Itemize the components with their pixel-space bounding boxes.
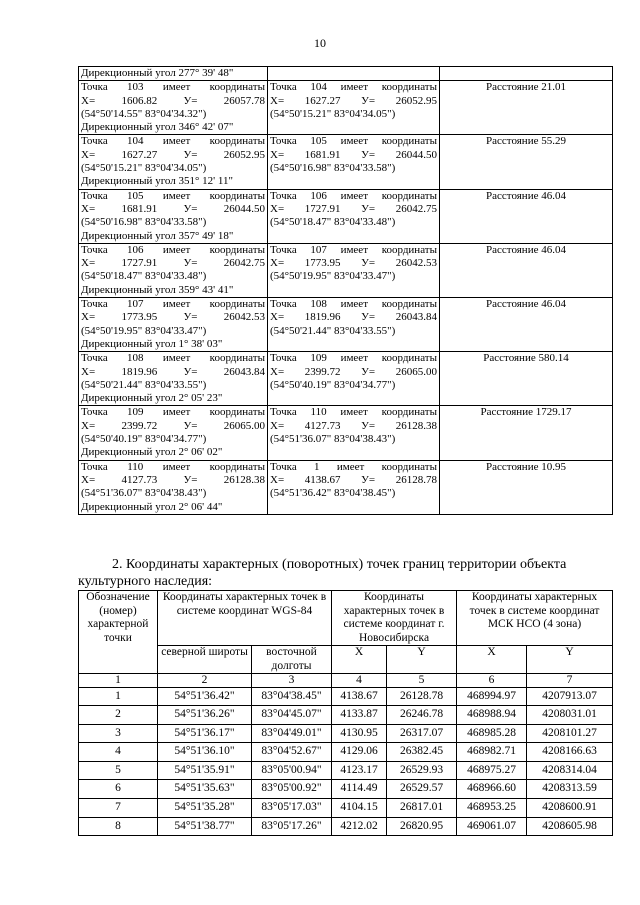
table-cell: 468966.60 xyxy=(457,780,527,799)
subheader-x-msk: X xyxy=(457,646,527,674)
point-title: Точка 103 имеет координаты xyxy=(81,81,265,94)
table-cell: 468982.71 xyxy=(457,743,527,762)
table-cell: 54°51'36.42" xyxy=(158,687,252,706)
point-geo: (54°50'21.44" 83°04'33.55") xyxy=(81,378,207,391)
table-row xyxy=(79,687,613,706)
table-row xyxy=(79,743,613,762)
section-heading-line1: 2. Координаты характерных (поворотных) точек границ территории объекта xyxy=(112,557,567,572)
table-cell: 4129.06 xyxy=(332,743,387,762)
distance-text: Расстояние 46.04 xyxy=(486,243,566,256)
table-cell: 26317.07 xyxy=(387,724,457,743)
table-cell: 469061.07 xyxy=(457,817,527,836)
traverse-cell-from xyxy=(79,243,268,297)
column-number: 5 xyxy=(387,674,457,688)
traverse-cell xyxy=(440,67,613,81)
table-cell: 4104.15 xyxy=(332,799,387,818)
column-number: 7 xyxy=(527,674,613,688)
distance-text: Расстояние 1729.17 xyxy=(480,406,572,419)
distance-text: Расстояние 46.04 xyxy=(486,298,566,311)
table-cell: 4208600.91 xyxy=(527,799,613,818)
point-xy: Х= 2399.72 У= 26065.00 xyxy=(81,419,265,432)
bearing-text: Дирекционный угол 357° 49' 18" xyxy=(81,229,234,242)
subheader-longitude: восточной долготы xyxy=(252,646,332,674)
point-title: Точка 105 имеет координаты xyxy=(270,135,437,148)
table-cell: 83°05'00.92" xyxy=(252,780,332,799)
bearing-text: Дирекционный угол 351° 12' 11" xyxy=(81,175,233,188)
traverse-table xyxy=(78,66,613,515)
point-xy: Х= 4127.73 У= 26128.38 xyxy=(81,473,265,486)
table-cell: 83°04'45.07" xyxy=(252,706,332,725)
point-xy: Х= 1681.91 У= 26044.50 xyxy=(270,148,437,161)
point-title: Точка 110 имеет координаты xyxy=(81,460,265,473)
table-cell: 83°05'17.26" xyxy=(252,817,332,836)
point-geo: (54°50'18.47" 83°04'33.48") xyxy=(81,270,207,283)
point-title: Точка 108 имеет координаты xyxy=(270,298,437,311)
coordinates-table xyxy=(78,590,613,836)
traverse-row xyxy=(79,460,613,514)
table-cell: 4208101.27 xyxy=(527,724,613,743)
traverse-row xyxy=(79,81,613,135)
column-number: 2 xyxy=(158,674,252,688)
column-number: 3 xyxy=(252,674,332,688)
bearing-text: Дирекционный угол 1° 38' 03" xyxy=(81,337,223,350)
distance-text: Расстояние 580.14 xyxy=(483,352,569,365)
bearing-text: Дирекционный угол 346° 42' 07" xyxy=(81,121,234,134)
table-cell: 468953.25 xyxy=(457,799,527,818)
distance-text: Расстояние 21.01 xyxy=(486,81,566,94)
point-xy: Х= 4127.73 У= 26128.38 xyxy=(270,419,437,432)
traverse-row xyxy=(79,298,613,352)
traverse-cell-distance xyxy=(440,298,613,352)
table-cell: 4114.49 xyxy=(332,780,387,799)
page-number: 10 xyxy=(314,36,326,50)
traverse-cell-from xyxy=(79,460,268,514)
traverse-cell-to xyxy=(268,352,440,406)
table-cell: 468994.97 xyxy=(457,687,527,706)
point-geo: (54°50'15.21" 83°04'34.05") xyxy=(81,162,207,175)
point-title: Точка 106 имеет координаты xyxy=(270,189,437,202)
point-xy: Х= 4138.67 У= 26128.78 xyxy=(270,473,437,486)
table-cell: 54°51'35.63" xyxy=(158,780,252,799)
table-cell: 5 xyxy=(79,761,158,780)
point-title: Точка 109 имеет координаты xyxy=(81,406,265,419)
point-geo: (54°50'19.95" 83°04'33.47") xyxy=(81,324,207,337)
table-cell: 8 xyxy=(79,817,158,836)
point-geo: (54°50'21.44" 83°04'33.55") xyxy=(270,324,396,337)
point-xy: Х= 1606.82 У= 26057.78 xyxy=(81,94,265,107)
point-geo: (54°51'36.42" 83°04'38.45") xyxy=(270,487,396,500)
table-row xyxy=(79,817,613,836)
table-cell: 4208313.59 xyxy=(527,780,613,799)
point-title: Точка 107 имеет координаты xyxy=(270,243,437,256)
point-title: Точка 110 имеет координаты xyxy=(270,406,437,419)
point-xy: Х= 1773.95 У= 26042.53 xyxy=(270,257,437,270)
point-title: Точка 108 имеет координаты xyxy=(81,352,265,365)
table-cell: 6 xyxy=(79,780,158,799)
table-cell: 26529.57 xyxy=(387,780,457,799)
point-geo: (54°50'15.21" 83°04'34.05") xyxy=(270,107,396,120)
column-number: 4 xyxy=(332,674,387,688)
table-cell: 2 xyxy=(79,706,158,725)
point-geo: (54°50'19.95" 83°04'33.47") xyxy=(270,270,396,283)
column-number-row xyxy=(79,674,613,688)
table-cell: 4138.67 xyxy=(332,687,387,706)
traverse-cell-distance xyxy=(440,243,613,297)
bearing-text: Дирекционный угол 2° 05' 23" xyxy=(81,392,223,405)
table-row xyxy=(79,761,613,780)
table-cell: 4208314.04 xyxy=(527,761,613,780)
traverse-cell-from xyxy=(79,298,268,352)
header-row xyxy=(79,591,613,646)
table-row xyxy=(79,799,613,818)
point-geo: (54°50'40.19" 83°04'34.77") xyxy=(81,433,207,446)
table-row xyxy=(79,724,613,743)
table-cell: 4207913.07 xyxy=(527,687,613,706)
traverse-row xyxy=(79,189,613,243)
table-cell: 4208031.01 xyxy=(527,706,613,725)
header-msk-nso: Координаты характерных точек в системе координат МСК НСО (4 зона) xyxy=(457,591,613,646)
traverse-cell-to xyxy=(268,81,440,135)
point-title: Точка 109 имеет координаты xyxy=(270,352,437,365)
point-title: Точка 105 имеет координаты xyxy=(81,189,265,202)
table-cell: 26820.95 xyxy=(387,817,457,836)
point-xy: Х= 1773.95 У= 26042.53 xyxy=(81,311,265,324)
point-xy: Х= 1819.96 У= 26043.84 xyxy=(81,365,265,378)
table-cell: 468985.28 xyxy=(457,724,527,743)
traverse-row xyxy=(79,406,613,460)
point-xy: Х= 1819.96 У= 26043.84 xyxy=(270,311,437,324)
header-novosibirsk-system: Координаты характерных точек в системе координат г. Новосибирска xyxy=(332,591,457,646)
point-geo: (54°51'36.07" 83°04'38.43") xyxy=(81,487,207,500)
table-cell: 54°51'35.28" xyxy=(158,799,252,818)
point-geo: (54°50'18.47" 83°04'33.48") xyxy=(270,216,396,229)
table-cell: 1 xyxy=(79,687,158,706)
table-cell: 83°04'38.45" xyxy=(252,687,332,706)
point-title: Точка 104 имеет координаты xyxy=(81,135,265,148)
traverse-table-body xyxy=(79,67,613,515)
point-xy: Х= 1627.27 У= 26052.95 xyxy=(81,148,265,161)
point-title: Точка 104 имеет координаты xyxy=(270,81,437,94)
table-cell: 3 xyxy=(79,724,158,743)
traverse-row xyxy=(79,135,613,189)
traverse-cell-to xyxy=(268,406,440,460)
header-wgs84: Координаты характерных точек в системе координат WGS-84 xyxy=(158,591,332,646)
table-cell: 83°05'17.03" xyxy=(252,799,332,818)
subheader-x-local: X xyxy=(332,646,387,674)
header-point-number: Обозначение (номер) характерной точки xyxy=(79,591,158,674)
table-cell: 83°04'49.01" xyxy=(252,724,332,743)
table-cell: 54°51'36.17" xyxy=(158,724,252,743)
point-xy: Х= 2399.72 У= 26065.00 xyxy=(270,365,437,378)
traverse-cell-to xyxy=(268,189,440,243)
traverse-row xyxy=(79,243,613,297)
table-cell: 4 xyxy=(79,743,158,762)
traverse-cell-distance xyxy=(440,406,613,460)
table-cell: 7 xyxy=(79,799,158,818)
traverse-cell-distance xyxy=(440,352,613,406)
traverse-cell-distance xyxy=(440,81,613,135)
table-cell: 26817.01 xyxy=(387,799,457,818)
table-cell: 26529.93 xyxy=(387,761,457,780)
table-cell: 26382.45 xyxy=(387,743,457,762)
distance-text: Расстояние 55.29 xyxy=(486,135,566,148)
table-cell: 54°51'38.77" xyxy=(158,817,252,836)
bearing-text: Дирекционный угол 2° 06' 44" xyxy=(81,500,223,513)
point-title: Точка 107 имеет координаты xyxy=(81,298,265,311)
point-title: Точка 106 имеет координаты xyxy=(81,243,265,256)
table-cell: 54°51'36.10" xyxy=(158,743,252,762)
traverse-cell-to xyxy=(268,243,440,297)
point-geo: (54°51'36.07" 83°04'38.43") xyxy=(270,433,396,446)
traverse-cell-from xyxy=(79,135,268,189)
table-cell: 468988.94 xyxy=(457,706,527,725)
traverse-cell-from xyxy=(79,406,268,460)
distance-text: Расстояние 46.04 xyxy=(486,189,566,202)
point-geo: (54°50'16.98" 83°04'33.58") xyxy=(270,162,396,175)
traverse-cell-from xyxy=(79,352,268,406)
coordinates-table-body xyxy=(79,591,613,836)
point-xy: Х= 1681.91 У= 26044.50 xyxy=(81,202,265,215)
table-cell: 4212.02 xyxy=(332,817,387,836)
table-cell: 4133.87 xyxy=(332,706,387,725)
traverse-cell-distance xyxy=(440,189,613,243)
subheader-y-local: Y xyxy=(387,646,457,674)
table-cell: 4123.17 xyxy=(332,761,387,780)
subheader-row xyxy=(79,646,613,674)
traverse-cell-to xyxy=(268,135,440,189)
column-number: 1 xyxy=(79,674,158,688)
section-heading-line2: культурного наследия: xyxy=(78,574,213,589)
traverse-partial-row xyxy=(79,67,613,81)
bearing-text: Дирекционный угол 277° 39' 48" xyxy=(81,67,234,79)
traverse-cell-to xyxy=(268,298,440,352)
bearing-text: Дирекционный угол 2° 06' 02" xyxy=(81,446,223,459)
traverse-cell-distance xyxy=(440,460,613,514)
bearing-text: Дирекционный угол 359° 43' 41" xyxy=(81,283,234,296)
table-cell: 4208605.98 xyxy=(527,817,613,836)
table-cell: 83°04'52.67" xyxy=(252,743,332,762)
subheader-y-msk: Y xyxy=(527,646,613,674)
traverse-cell xyxy=(268,67,440,81)
table-cell: 468975.27 xyxy=(457,761,527,780)
point-xy: Х= 1727.91 У= 26042.75 xyxy=(270,202,437,215)
traverse-row xyxy=(79,352,613,406)
column-number: 6 xyxy=(457,674,527,688)
point-geo: (54°50'40.19" 83°04'34.77") xyxy=(270,378,396,391)
point-geo: (54°50'14.55" 83°04'34.32") xyxy=(81,107,207,120)
traverse-cell-distance xyxy=(440,135,613,189)
table-cell: 4130.95 xyxy=(332,724,387,743)
table-cell: 54°51'36.26" xyxy=(158,706,252,725)
traverse-cell-from xyxy=(79,81,268,135)
table-cell: 83°05'00.94" xyxy=(252,761,332,780)
table-row xyxy=(79,706,613,725)
table-cell: 26128.78 xyxy=(387,687,457,706)
table-cell: 4208166.63 xyxy=(527,743,613,762)
section-heading xyxy=(78,556,612,590)
point-geo: (54°50'16.98" 83°04'33.58") xyxy=(81,216,207,229)
table-cell: 26246.78 xyxy=(387,706,457,725)
subheader-latitude: северной широты xyxy=(158,646,252,674)
distance-text: Расстояние 10.95 xyxy=(486,460,566,473)
traverse-cell-from xyxy=(79,189,268,243)
point-xy: Х= 1627.27 У= 26052.95 xyxy=(270,94,437,107)
table-row xyxy=(79,780,613,799)
table-cell: 54°51'35.91" xyxy=(158,761,252,780)
traverse-cell xyxy=(79,67,268,81)
point-xy: Х= 1727.91 У= 26042.75 xyxy=(81,257,265,270)
point-title: Точка 1 имеет координаты xyxy=(270,460,437,473)
traverse-cell-to xyxy=(268,460,440,514)
